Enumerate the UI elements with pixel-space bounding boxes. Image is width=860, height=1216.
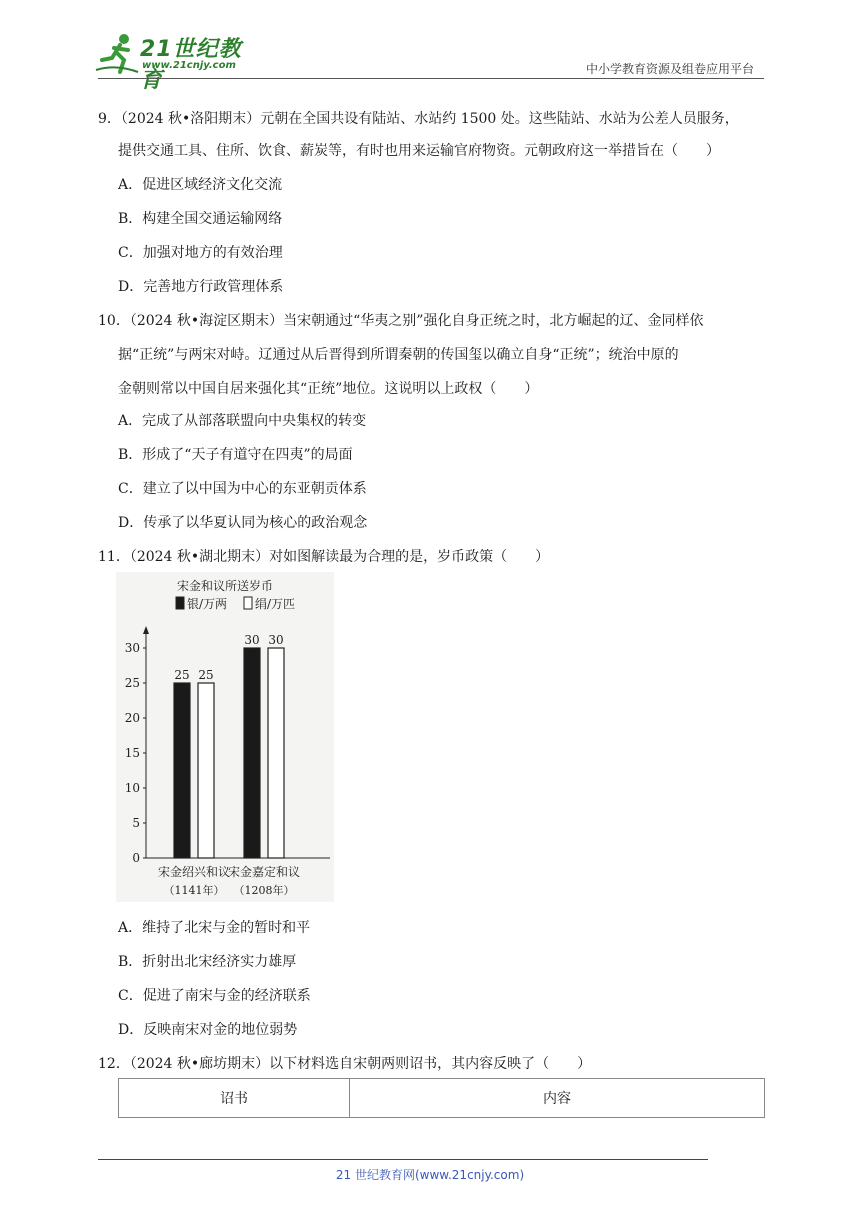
- y-tick-label: 15: [124, 746, 140, 760]
- option-a[interactable]: A．促进区域经济文化交流: [118, 177, 283, 193]
- bar: [198, 683, 214, 858]
- site-logo[interactable]: [94, 30, 264, 93]
- legend-swatch: [176, 597, 184, 609]
- footer-link[interactable]: 21 世纪教育网(www.21cnjy.com): [335, 1168, 525, 1182]
- bar: [174, 683, 190, 858]
- option-b[interactable]: B．构建全国交通运输网络: [118, 211, 283, 227]
- question-stem-line: 10．（2024 秋•海淀区期末）当宋朝通过“华夷之别”强化自身正统之时，北方崛起的辽、金同样依: [98, 313, 704, 329]
- bar-data-label: 25: [174, 668, 190, 682]
- bar-data-label: 30: [268, 633, 284, 647]
- footer-divider: [98, 1159, 708, 1160]
- y-tick-label: 30: [124, 641, 140, 655]
- y-axis-arrow: [143, 626, 149, 634]
- y-tick-label: 10: [124, 781, 140, 795]
- x-category-label: 宋金绍兴和议: [157, 865, 231, 879]
- question-stem-line: 12．（2024 秋•廊坊期末）以下材料选自宋朝两则诏书，其内容反映了（ ）: [98, 1056, 592, 1072]
- runner-logo-icon: [94, 30, 140, 76]
- bar-data-label: 30: [244, 633, 260, 647]
- question-stem-line: 9．（2024 秋•洛阳期末）元朝在全国共设有陆站、水站约 1500 处。这些陆站、水站为公差人员服务，: [98, 111, 739, 127]
- option-b[interactable]: B．形成了“天子有道守在四夷”的局面: [118, 447, 353, 463]
- question-stem-line: 11．（2024 秋•湖北期末）对如图解读最为合理的是，岁币政策（ ）: [98, 549, 550, 565]
- question-stem-line: 据“正统”与两宋对峙。辽通过从后晋得到所谓秦朝的传国玺以确立自身“正统”；统治中原的: [118, 347, 679, 363]
- option-b[interactable]: B．折射出北宋经济实力雄厚: [118, 954, 297, 970]
- edict-table: [118, 1078, 765, 1118]
- chart-svg: [116, 572, 334, 902]
- platform-name: 中小学教育资源及组卷应用平台: [585, 62, 754, 76]
- table-header-edict: 诏书: [119, 1079, 350, 1117]
- option-d[interactable]: D．传承了以华夏认同为核心的政治观念: [118, 515, 368, 531]
- y-tick-label: 0: [132, 851, 140, 865]
- y-tick-label: 5: [132, 816, 140, 830]
- legend-swatch: [244, 597, 252, 609]
- logo-url: www.21cnjy.com: [142, 60, 236, 71]
- x-category-year: （1208年）: [233, 884, 295, 897]
- page-header: [0, 0, 860, 93]
- option-c[interactable]: C．建立了以中国为中心的东亚朝贡体系: [118, 481, 367, 497]
- question-stem-line: 金朝则常以中国自居来强化其“正统”地位。这说明以上政权（ ）: [118, 381, 539, 397]
- bar-data-label: 25: [198, 668, 214, 682]
- option-d[interactable]: D．完善地方行政管理体系: [118, 279, 284, 295]
- tribute-bar-chart: [116, 572, 334, 902]
- option-c[interactable]: C．加强对地方的有效治理: [118, 245, 283, 261]
- table-header-content: 内容: [543, 1091, 571, 1107]
- x-category-year: （1141年）: [163, 884, 225, 897]
- y-tick-label: 20: [124, 711, 140, 725]
- option-a[interactable]: A．完成了从部落联盟向中央集权的转变: [118, 413, 367, 429]
- option-c[interactable]: C．促进了南宋与金的经济联系: [118, 988, 311, 1004]
- logo-text: 21世纪教育: [140, 37, 242, 93]
- option-a[interactable]: A．维持了北宋与金的暂时和平: [118, 920, 311, 936]
- bar: [244, 648, 260, 858]
- chart-title: 宋金和议所送岁币: [176, 579, 274, 593]
- legend-label: 银/万两: [187, 597, 228, 611]
- header-divider: [98, 78, 764, 79]
- y-tick-label: 25: [124, 676, 140, 690]
- legend-label: 绢/万匹: [255, 597, 296, 611]
- option-d[interactable]: D．反映南宋对金的地位弱势: [118, 1022, 298, 1038]
- bar: [268, 648, 284, 858]
- question-stem-line: 提供交通工具、住所、饮食、薪炭等，有时也用来运输官府物资。元朝政府这一举措旨在（ ）: [118, 143, 720, 159]
- x-category-label: 宋金嘉定和议: [227, 865, 301, 879]
